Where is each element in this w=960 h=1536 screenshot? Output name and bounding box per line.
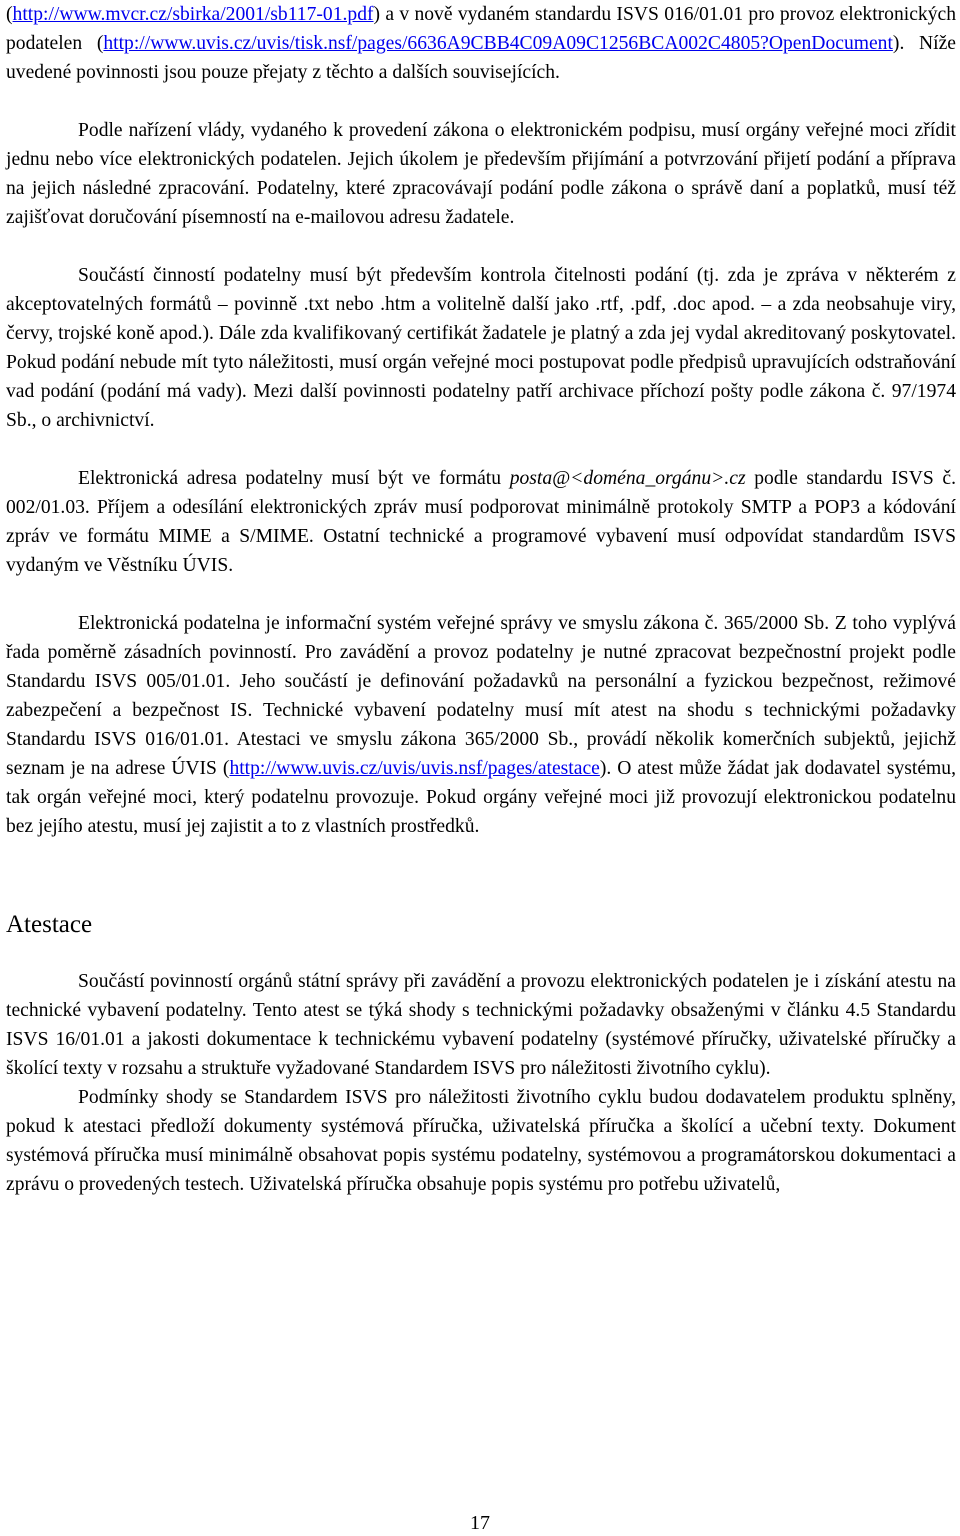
paragraph-podminky-shody: Podmínky shody se Standardem ISVS pro náležitosti životního cyklu budou dodavatelem produktu splněny, pokud k atestaci předloží dokumenty systémová příručka, uživatelská příručka a školící a učební texty. Dokument systémová příručka musí minimálně obsahovat popis systému podatelny, systémovou a programátorskou dokumentaci a zprávu o provedených testech. Uživatelská příručka obsahuje popis systému pro potřebu uživatelů,: [6, 1087, 956, 1195]
paragraph-atestace-soucasti: Součástí povinností orgánů státní správy při zavádění a provozu elektronických podatelen je i získání atestu na technické vybavení podatelny. Tento atest se týká shody s technickými požadavky obsaženými v článku 4.5 Standardu ISVS 16/01.01 a jakosti dokumentace k technickému vybavení podatelny (systémové příručky, uživatelské příručky a školící texty v rozsahu a struktuře vyžadované Standardem ISVS pro náležitosti životního cyklu).: [6, 971, 956, 1079]
paragraph-informacni-system: [6, 609, 956, 841]
link-uvis-tisk[interactable]: http://www.uvis.cz/uvis/tisk.nsf/pages/6636A9CBB4C09A09C1256BCA002C4805?OpenDocument: [103, 33, 893, 54]
document-page: [6, 0, 956, 1199]
link-uvis-atestace[interactable]: http://www.uvis.cz/uvis/uvis.nsf/pages/atestace: [229, 758, 600, 779]
is-text-2: ). O atest může žádat jak dodavatel systému, tak orgán veřejné moci, který podatelnu provozuje. Pokud orgány veřejné moci již provozují elektronickou podatelnu bez jejího atestu, musí jej zajistit a to z vlastních prostředků.: [6, 758, 956, 837]
intro-text-2: ) a v nově vydaném standardu ISVS 016/01.01 pro provoz elektronických podatelen (: [6, 4, 956, 54]
intro-text-1: (: [6, 4, 13, 25]
address-text-2: podle standardu ISVS č. 002/01.03. Příjem a odesílání elektronických zpráv musí podporovat minimálně protokoly SMTP a POP3 a kódování zpráv ve formátu MIME a S/MIME. Ostatní technické a programové vybavení musí odpovídat standardům ISVS vydaným ve Věstníku ÚVIS.: [6, 468, 956, 576]
link-mvcr-sbirka[interactable]: http://www.mvcr.cz/sbirka/2001/sb117-01.pdf: [12, 4, 374, 25]
podatelna-email-format: posta@<doména_orgánu>.cz: [509, 468, 746, 489]
section-heading-atestace: Atestace: [6, 911, 93, 938]
page-number: 17: [470, 1512, 490, 1534]
paragraph-podatelny-povinnost: Podle nařízení vlády, vydaného k provedení zákona o elektronickém podpisu, musí orgány veřejné moci zřídit jednu nebo více elektronických podatelen. Jejich úkolem je především přijímání a potvrzování přijetí podání a příprava na jejich následné zpracování. Podatelny, které zpracovávají podání podle zákona o správě daní a poplatků, musí též zajišťovat doručování písemností na e-mailovou adresu žadatele.: [6, 120, 956, 228]
intro-text-3: ). Níže uvedené povinnosti jsou pouze přejaty z těchto a dalších souvisejících.: [6, 33, 957, 83]
is-text-1: Elektronická podatelna je informační systém veřejné správy ve smyslu zákona č. 365/2000 Sb. Z toho vyplývá řada poměrně zásadních povinností. Pro zavádění a provoz podatelny je nutné zpracovat bezpečnostní projekt podle Standardu ISVS 005/01.01. Jeho součástí je definování požadavků na personální a fyzickou bezpečnost, režimové zabezpečení a bezpečnost IS. Technické vybavení podatelny musí mít atest na shodu s technickými požadavky Standardu ISVS 016/01.01. Atestaci ve smyslu zákona 365/2000 Sb., provádí několik komerčních subjektů, jejichž seznam je na adrese ÚVIS (: [6, 613, 956, 779]
paragraph-elektronicka-adresa: [6, 464, 956, 580]
intro-paragraph: [6, 0, 956, 87]
paragraph-cinnosti-podatelny: Součástí činností podatelny musí být především kontrola čitelnosti podání (tj. zda je zpráva v některém z akceptovatelných formátů – povinně .txt nebo .htm a volitelně další jako .rtf, .pdf, .doc apod. – a zda neobsahuje viry, červy, trojské koně apod.). Dále zda kvalifikovaný certifikát žadatele je platný a zda jej vydal akreditovaný poskytovatel. Pokud podání nebude mít tyto náležitosti, musí orgán veřejné moci postupovat podle předpisů upravujících odstraňování vad podání (podání má vady). Mezi další povinnosti podatelny patří archivace příchozí pošty podle zákona č. 97/1974 Sb., o archivnictví.: [6, 265, 956, 431]
address-text-1: Elektronická adresa podatelny musí být ve formátu: [78, 468, 510, 489]
